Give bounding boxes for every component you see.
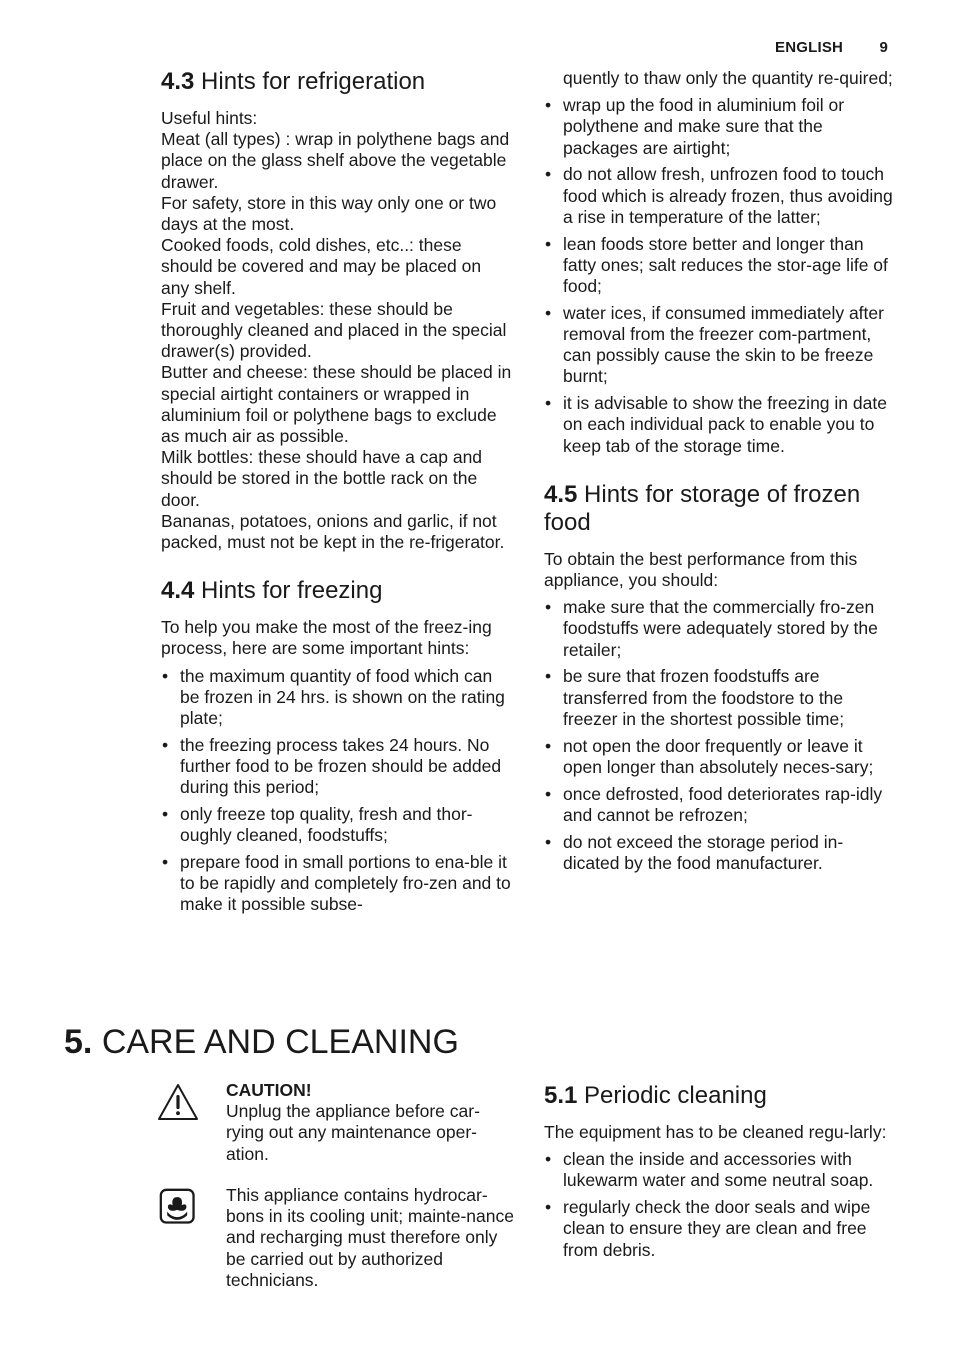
section-4-5-heading	[544, 481, 896, 537]
list-item: • water ices, if consumed immediately after removal from the freezer com-partment, can possibly cause the skin to be freeze burnt;	[544, 303, 896, 388]
language-label: ENGLISH	[775, 39, 844, 56]
list-item: • it is advisable to show the freezing in date on each individual pack to enable you to keep tab of the storage time.	[544, 393, 896, 457]
warning-triangle-icon	[156, 1080, 200, 1124]
list-item: • clean the inside and accessories with lukewarm water and some neutral soap.	[544, 1149, 896, 1191]
section-title: Hints for freezing	[201, 577, 383, 605]
paragraph: Cooked foods, cold dishes, etc..: these should be covered and may be placed on any shelf.	[161, 235, 482, 298]
section-number: 4.4	[161, 577, 195, 605]
chapter-heading	[64, 1022, 459, 1062]
left-column	[161, 68, 513, 921]
section-number: 4.5	[544, 480, 578, 508]
section-4-3-heading	[161, 68, 513, 96]
section-intro: To help you make the most of the freez-ing process, here are some important hints:	[161, 617, 492, 659]
paragraph: For safety, store in this way only one or two days at the most.	[161, 192, 497, 235]
section-5-1-heading	[544, 1082, 896, 1110]
chapter-title: CARE AND CLEANING	[101, 1023, 459, 1061]
page-header	[775, 39, 888, 56]
section-4-4-heading	[161, 577, 513, 605]
section-title: Hints for storage of frozen food	[544, 480, 861, 536]
paragraph: Milk bottles: these should have a cap and should be stored in the bottle rack on the door.	[161, 447, 483, 510]
list-item: • do not exceed the storage period in-dicated by the food manufacturer.	[544, 832, 896, 874]
list-item: • not open the door frequently or leave it open longer than absolutely neces-sary;	[544, 736, 896, 778]
page-number: 9	[879, 39, 888, 56]
list-item: • only freeze top quality, fresh and thor-oughly cleaned, foodstuffs;	[161, 804, 513, 846]
list-item: • make sure that the commercially fro-zen foodstuffs were adequately stored by the retailer;	[544, 597, 896, 661]
section-number: 4.3	[161, 68, 195, 95]
section-intro: The equipment has to be cleaned regu-larly:	[544, 1122, 887, 1142]
paragraph: Bananas, potatoes, onions and garlic, if not packed, must not be kept in the re-frigerator.	[161, 510, 505, 553]
environment-icon	[159, 1188, 199, 1228]
list-item-continued: quently to thaw only the quantity re-quired;	[563, 68, 893, 88]
section-title: Periodic cleaning	[584, 1082, 767, 1109]
paragraph: Useful hints:	[161, 108, 258, 128]
list-item: • the freezing process takes 24 hours. No further food to be frozen should be added during this period;	[161, 735, 513, 799]
chapter-number: 5.	[64, 1023, 93, 1061]
refrigeration-hints	[161, 108, 513, 553]
section-5-1	[544, 1082, 896, 1266]
caution-box	[156, 1080, 516, 1165]
section-intro: To obtain the best performance from this appliance, you should:	[544, 548, 858, 591]
section-number: 5.1	[544, 1082, 578, 1109]
environment-text: This appliance contains hydrocar-bons in its cooling unit; mainte-nance and recharging must therefore only be carried out by authorized technicians.	[226, 1185, 514, 1290]
list-item: • regularly check the door seals and wipe clean to ensure they are clean and free from debris.	[544, 1197, 896, 1261]
list-item: • do not allow fresh, unfrozen food to touch food which is already frozen, thus avoiding a rise in temperature of the latter;	[544, 164, 896, 228]
list-item: • the maximum quantity of food which can be frozen in 24 hrs. is shown on the rating plate;	[161, 666, 513, 730]
list-item: • once defrosted, food deteriorates rap-idly and cannot be refrozen;	[544, 784, 896, 826]
paragraph: Fruit and vegetables: these should be thoroughly cleaned and placed in the special drawer(s) provided.	[161, 298, 507, 362]
caution-text: Unplug the appliance before car-rying out any maintenance oper-ation.	[226, 1101, 480, 1164]
freezing-hints-list	[161, 666, 513, 916]
list-item: • wrap up the food in aluminium foil or polythene and make sure that the packages are airtight;	[544, 95, 896, 159]
list-item: • prepare food in small portions to ena-ble it to be rapidly and completely fro-zen and to make it possible subse-	[161, 852, 513, 916]
caution-label: CAUTION!	[226, 1080, 312, 1100]
cleaning-list	[544, 1149, 896, 1261]
storage-hints-list	[544, 597, 896, 874]
environment-note	[156, 1185, 516, 1291]
paragraph: Butter and cheese: these should be placed in special airtight containers or wrapped in aluminium foil or polythene bags to exclude as much air as possible.	[161, 362, 512, 447]
right-column	[544, 68, 896, 880]
section-title: Hints for refrigeration	[201, 68, 426, 95]
list-item: • lean foods store better and longer than fatty ones; salt reduces the stor-age life of food;	[544, 234, 896, 298]
freezing-hints-list-continued	[544, 95, 896, 457]
list-item: • be sure that frozen foodstuffs are transferred from the foodstore to the freezer in the shortest possible time;	[544, 666, 896, 730]
paragraph: Meat (all types) : wrap in polythene bags and place on the glass shelf above the vegetable drawer.	[161, 129, 510, 192]
